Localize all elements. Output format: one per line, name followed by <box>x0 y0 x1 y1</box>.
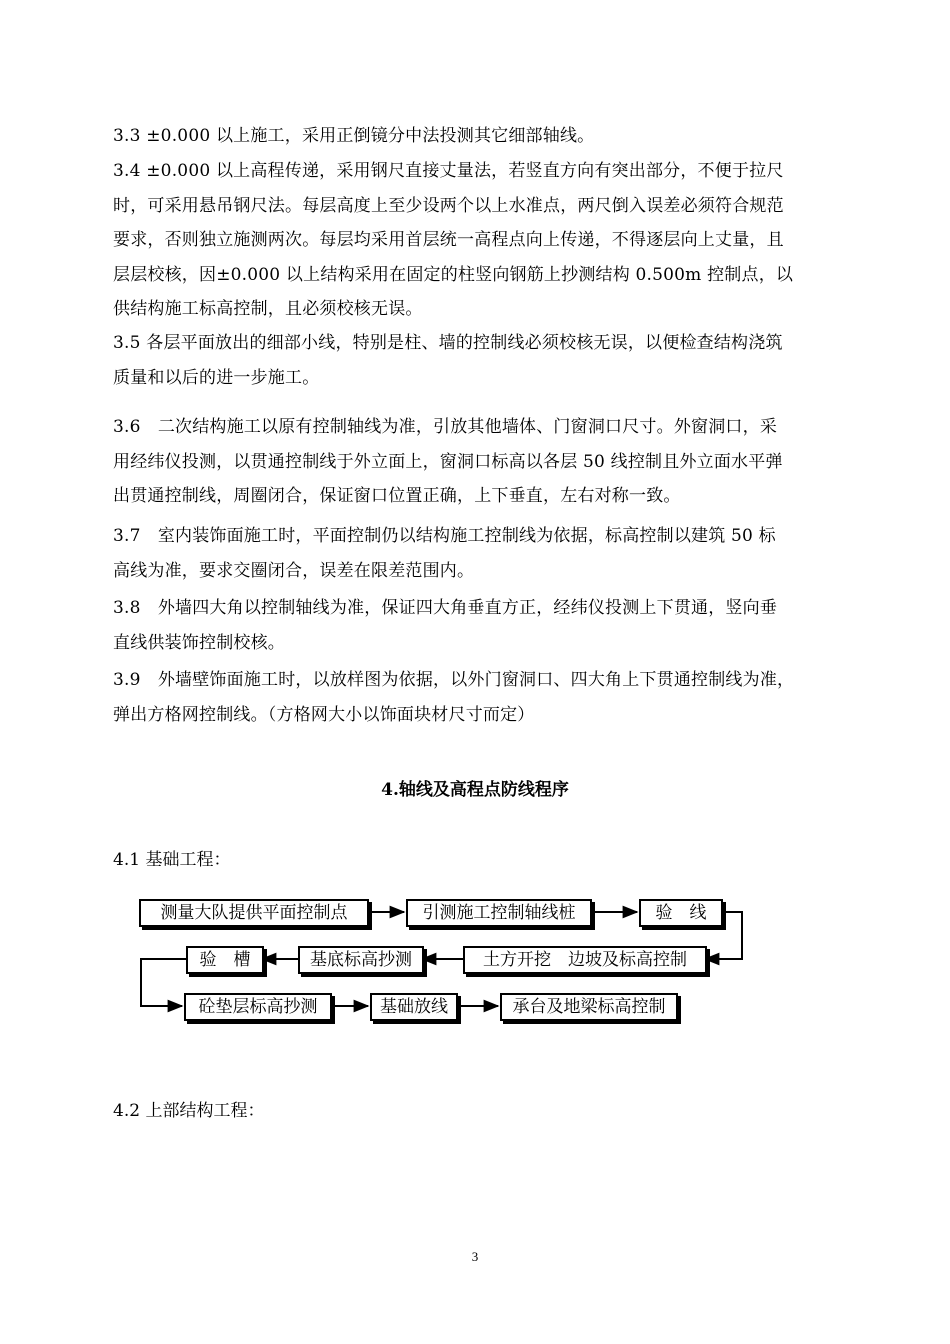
text-line: 高线为准，要求交圈闭合，误差在限差范围内。 <box>113 560 475 581</box>
text-line: 层层校核，因±0.000 以上结构采用在固定的柱竖向钢筋上抄测结构 0.500m 控制点，以 <box>113 264 794 285</box>
subsection-foundation: 4.1 基础工程： <box>113 850 231 870</box>
text-line: 3.3 ±0.000 以上施工，采用正倒镜分中法投测其它细部轴线。 <box>113 126 595 146</box>
flow-box-excavation: 土方开挖 边坡及标高控制 <box>463 946 707 974</box>
flow-box-trench-check: 验 槽 <box>186 946 264 974</box>
text-line: 时，可采用悬吊钢尺法。每层高度上至少设两个以上水准点，两尺倒入误差必须符合规范 <box>113 195 784 216</box>
text-line: 直线供装饰控制校核。 <box>113 632 285 653</box>
text-line: 3.6 二次结构施工以原有控制轴线为准，引放其他墙体、门窗洞口尺寸。外窗洞口，采 <box>113 417 778 437</box>
text-line: 要求，否则独立施测两次。每层均采用首层统一高程点向上传递，不得逐层向上丈量，且 <box>113 230 784 250</box>
subsection-superstructure: 4.2 上部结构工程： <box>113 1101 265 1121</box>
text-line: 3.7 室内装饰面施工时，平面控制仍以结构施工控制线为依据，标高控制以建筑 50 标 <box>113 526 776 546</box>
text-line: 3.4 ±0.000 以上高程传递，采用钢尺直接丈量法，若竖直方向有突出部分，不便于拉尺 <box>113 161 784 181</box>
arrow-b6-b7 <box>141 959 186 1006</box>
text-line: 用经纬仪投测，以贯通控制线于外立面上，窗洞口标高以各层 50 线控制且外立面水平弹 <box>113 451 783 472</box>
text-line: 3.5 各层平面放出的细部小线，特别是柱、墙的控制线必须校核无误，以便检查结构浇筑 <box>113 333 783 353</box>
flow-box-cushion-elevation: 砼垫层标高抄测 <box>184 993 332 1021</box>
text-line: 出贯通控制线，周圈闭合，保证窗口位置正确，上下垂直，左右对称一致。 <box>113 486 681 506</box>
flow-box-axis-stakes: 引测施工控制轴线桩 <box>406 899 592 927</box>
flow-box-foundation-layout: 基础放线 <box>370 993 458 1021</box>
text-line: 供结构施工标高控制，且必须校核无误。 <box>113 299 423 319</box>
page-number: 3 <box>471 1249 479 1264</box>
text-line: 质量和以后的进一步施工。 <box>113 367 320 388</box>
text-line: 3.8 外墙四大角以控制轴线为准，保证四大角垂直方正，经纬仪投测上下贯通，竖向垂 <box>113 598 778 618</box>
flow-box-control-points: 测量大队提供平面控制点 <box>139 899 369 927</box>
text-line: 3.9 外墙壁饰面施工时，以放样图为依据，以外门窗洞口、四大角上下贯通控制线为准， <box>113 670 795 690</box>
flow-box-line-check: 验 线 <box>639 899 723 927</box>
section-heading: 4.轴线及高程点防线程序 <box>381 780 569 800</box>
flow-box-base-elevation: 基底标高抄测 <box>298 946 424 974</box>
flow-box-cap-beam-elevation: 承台及地梁标高控制 <box>500 993 678 1021</box>
text-line: 弹出方格网控制线。（方格网大小以饰面块材尺寸而定） <box>113 704 535 725</box>
